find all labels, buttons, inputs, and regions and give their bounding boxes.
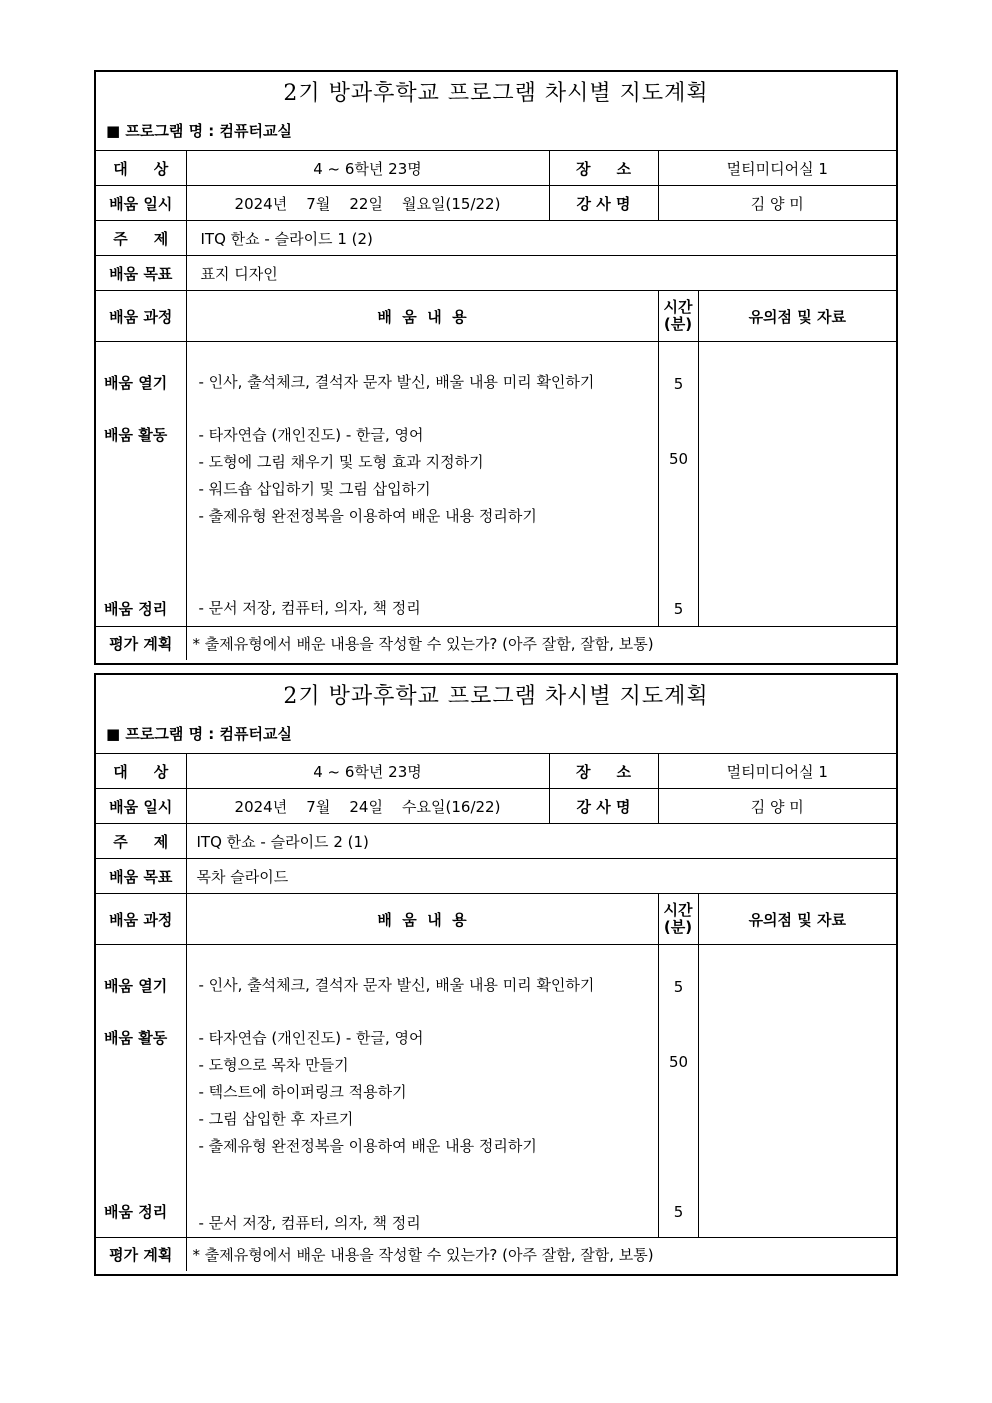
time-header [658, 894, 698, 945]
time-header [658, 291, 698, 342]
eval-label: 평가 계획 [96, 627, 186, 660]
content-header: 배 움 내 용 [186, 291, 658, 342]
place-label: 장 소 [549, 754, 658, 789]
stage-open-label: 배움 열기 [104, 977, 168, 995]
stage-column [96, 342, 186, 627]
stage-open-label: 배움 열기 [104, 374, 168, 392]
process-header: 배움 과정 [96, 894, 186, 945]
stage-close-label: 배움 정리 [104, 600, 168, 618]
stage-close-label: 배움 정리 [104, 1203, 168, 1221]
activity-item: - 도형에 그림 채우기 및 도형 효과 지정하기 [198, 453, 484, 471]
plan-table [96, 150, 896, 660]
eval-label: 평가 계획 [96, 1238, 186, 1271]
content-column [186, 342, 658, 627]
notes-header: 유의점 및 자료 [698, 291, 896, 342]
activity-item: - 그림 삽입한 후 자르기 [198, 1110, 354, 1128]
time-close: 5 [673, 600, 684, 618]
time-open: 5 [673, 978, 684, 996]
place-value: 멀티미디어실 1 [658, 754, 896, 789]
teacher-value: 김 양 미 [658, 186, 896, 221]
time-column [658, 342, 698, 627]
lesson-plan-1 [94, 70, 898, 665]
program-name: ■ 프로그램 명 : 컴퓨터교실 [106, 725, 292, 743]
target-label: 대 상 [96, 151, 186, 186]
stage-activity-label: 배움 활동 [104, 426, 168, 444]
time-header-line1: 시간 [663, 901, 693, 919]
activity-item: - 출제유형 완전정복을 이용하여 배운 내용 정리하기 [198, 507, 537, 525]
activity-item: - 타자연습 (개인진도) - 한글, 영어 [198, 426, 424, 444]
plan-table [96, 753, 896, 1271]
time-activity: 50 [668, 450, 689, 468]
topic-value: ITQ 한쇼 - 슬라이드 2 (1) [186, 824, 896, 859]
time-header-line2: (분) [663, 315, 693, 333]
notes-header: 유의점 및 자료 [698, 894, 896, 945]
time-open: 5 [673, 375, 684, 393]
open-item: - 인사, 출석체크, 결석자 문자 발신, 배울 내용 미리 확인하기 [198, 976, 595, 994]
time-activity: 50 [668, 1053, 689, 1071]
place-value: 멀티미디어실 1 [658, 151, 896, 186]
process-header: 배움 과정 [96, 291, 186, 342]
target-label: 대 상 [96, 754, 186, 789]
content-header: 배 움 내 용 [186, 894, 658, 945]
time-column [658, 945, 698, 1238]
topic-label: 주 제 [96, 824, 186, 859]
activity-item: - 출제유형 완전정복을 이용하여 배운 내용 정리하기 [198, 1137, 537, 1155]
date-label: 배움 일시 [96, 186, 186, 221]
time-close: 5 [673, 1203, 684, 1221]
lesson-plan-2 [94, 673, 898, 1276]
activity-item: - 타자연습 (개인진도) - 한글, 영어 [198, 1029, 424, 1047]
time-header-line2: (분) [663, 918, 693, 936]
date-value: 2024년 7월 22일 월요일(15/22) [186, 186, 549, 221]
eval-value: * 출제유형에서 배운 내용을 작성할 수 있는가? (아주 잘함, 잘함, 보통) [186, 1238, 896, 1271]
plan-title: 2기 방과후학교 프로그램 차시별 지도계획 [283, 81, 709, 106]
topic-label: 주 제 [96, 221, 186, 256]
close-item: - 문서 저장, 컴퓨터, 의자, 책 정리 [198, 1214, 421, 1232]
goal-label: 배움 목표 [96, 256, 186, 291]
activity-item: - 텍스트에 하이퍼링크 적용하기 [198, 1083, 407, 1101]
goal-value: 목차 슬라이드 [186, 859, 896, 894]
goal-label: 배움 목표 [96, 859, 186, 894]
notes-column [698, 945, 896, 1238]
program-name: ■ 프로그램 명 : 컴퓨터교실 [106, 122, 292, 140]
time-header-line1: 시간 [663, 298, 693, 316]
stage-activity-label: 배움 활동 [104, 1029, 168, 1047]
target-value: 4 ~ 6학년 23명 [186, 754, 549, 789]
goal-value: 표지 디자인 [186, 256, 896, 291]
close-item: - 문서 저장, 컴퓨터, 의자, 책 정리 [198, 599, 421, 617]
target-value: 4 ~ 6학년 23명 [186, 151, 549, 186]
date-value: 2024년 7월 24일 수요일(16/22) [186, 789, 549, 824]
teacher-value: 김 양 미 [658, 789, 896, 824]
plan-title: 2기 방과후학교 프로그램 차시별 지도계획 [283, 684, 709, 709]
eval-value: * 출제유형에서 배운 내용을 작성할 수 있는가? (아주 잘함, 잘함, 보통) [186, 627, 896, 660]
place-label: 장 소 [549, 151, 658, 186]
teacher-label: 강 사 명 [549, 789, 658, 824]
topic-value: ITQ 한쇼 - 슬라이드 1 (2) [186, 221, 896, 256]
activity-item: - 워드숍 삽입하기 및 그림 삽입하기 [198, 480, 431, 498]
notes-column [698, 342, 896, 627]
content-column [186, 945, 658, 1238]
teacher-label: 강 사 명 [549, 186, 658, 221]
stage-column [96, 945, 186, 1238]
activity-item: - 도형으로 목차 만들기 [198, 1056, 349, 1074]
open-item: - 인사, 출석체크, 결석자 문자 발신, 배울 내용 미리 확인하기 [198, 373, 595, 391]
date-label: 배움 일시 [96, 789, 186, 824]
